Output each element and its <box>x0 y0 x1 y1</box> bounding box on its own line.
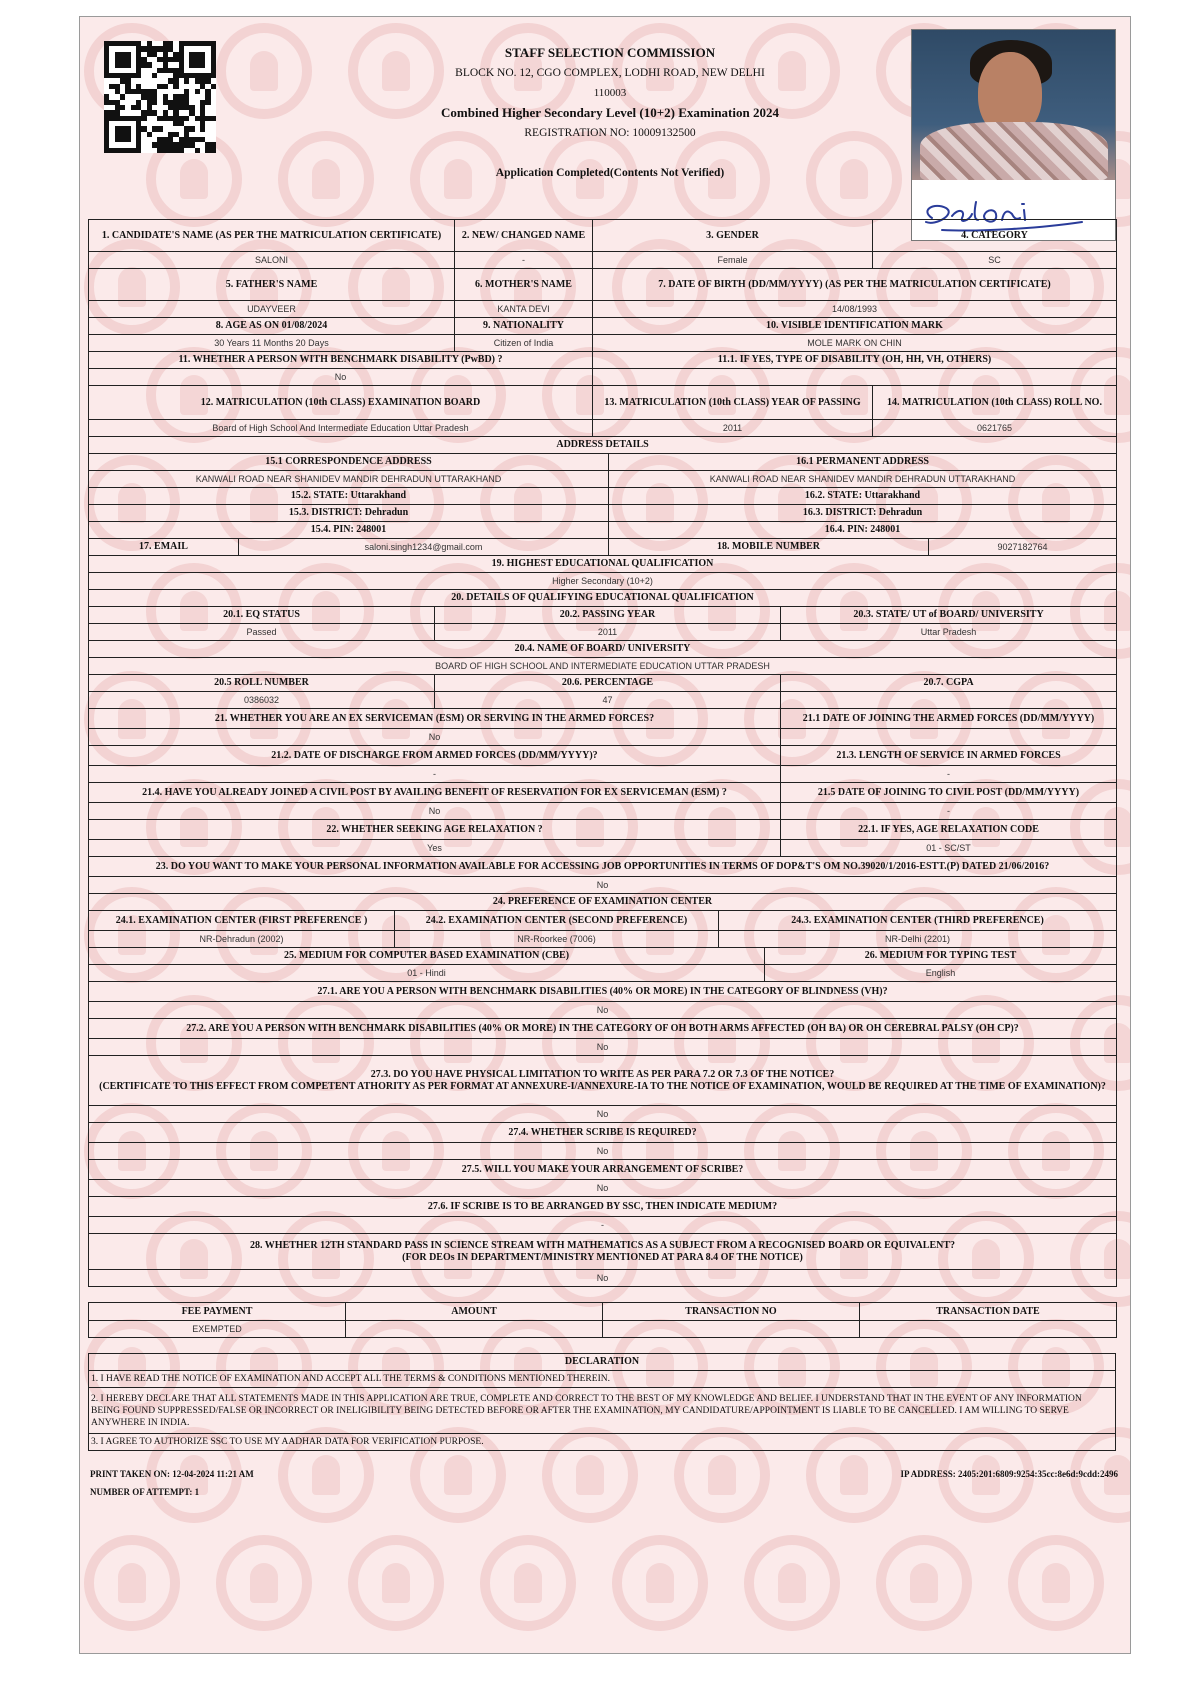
armed-joining-label: 21.1 DATE OF JOINING THE ARMED FORCES (DD/MM/YYYY) <box>781 709 1117 729</box>
dob-label: 7. DATE OF BIRTH (DD/MM/YYYY) (AS PER THE MATRICULATION CERTIFICATE) <box>593 269 1117 301</box>
address-details-title: ADDRESS DETAILS <box>89 437 1117 454</box>
category-label: 4. CATEGORY <box>873 220 1117 252</box>
second-center-label: 24.2. EXAMINATION CENTER (SECOND PREFERENCE) <box>395 911 719 931</box>
watermark-emblem <box>542 131 638 227</box>
declaration-title: DECLARATION <box>89 1354 1116 1371</box>
watermark-emblem <box>674 131 770 227</box>
first-center-value: NR-Dehradun (2002) <box>89 931 395 948</box>
armed-joining-value <box>781 729 1117 746</box>
declaration-point-3: 3. I AGREE TO AUTHORIZE SSC TO USE MY AADHAR DATA FOR VERIFICATION PURPOSE. <box>89 1434 1116 1451</box>
oh-ba-cp-label: 27.2. ARE YOU A PERSON WITH BENCHMARK DISABILITIES (40% OR MORE) IN THE CATEGORY OF OH BOTH ARMS AFFECTED (OH BA) OR OH CEREBRAL PALSY (OH CP)? <box>89 1019 1117 1039</box>
civil-post-label: 21.4. HAVE YOU ALREADY JOINED A CIVIL POST BY AVAILING BENEFIT OF RESERVATION FOR EX SERVICEMAN (ESM) ? <box>89 783 781 803</box>
personal-info-sharing-value: No <box>89 877 1117 894</box>
personal-info-sharing-label: 23. DO YOU WANT TO MAKE YOUR PERSONAL INFORMATION AVAILABLE FOR ACCESSING JOB OPPORTUNITIES IN TERMS OF DOP&T'S OM NO.39020/1/2016-ESTT.(P) DATED 21/06/2016? <box>89 857 1117 877</box>
application-details-table <box>88 219 1117 1287</box>
permanent-address-value: KANWALI ROAD NEAR SHANIDEV MANDIR DEHRADUN UTTARAKHAND <box>609 471 1117 488</box>
watermark-emblem <box>612 1535 708 1631</box>
own-scribe-value: No <box>89 1180 1117 1197</box>
father-name-label: 5. FATHER'S NAME <box>89 269 455 301</box>
discharge-date-value: - <box>89 766 781 783</box>
second-center-value: NR-Roorkee (7006) <box>395 931 719 948</box>
scribe-required-value: No <box>89 1143 1117 1160</box>
application-sheet <box>79 16 1131 1654</box>
fee-table <box>88 1302 1117 1338</box>
writing-limitation-value: No <box>89 1106 1117 1123</box>
pwbd-value: No <box>89 369 593 386</box>
photo-scarf <box>920 122 1108 182</box>
correspondence-district: 15.3. DISTRICT: Dehradun <box>89 505 609 522</box>
discharge-date-label: 21.2. DATE OF DISCHARGE FROM ARMED FORCES (DD/MM/YYYY)? <box>89 746 781 766</box>
amount-value <box>346 1321 603 1338</box>
age-relaxation-label: 22. WHETHER SEEKING AGE RELAXATION ? <box>89 820 781 840</box>
permanent-district: 16.3. DISTRICT: Dehradun <box>609 505 1117 522</box>
matric-board-value: Board of High School And Intermediate Education Uttar Pradesh <box>89 420 593 437</box>
board-state-value: Uttar Pradesh <box>781 624 1117 641</box>
highest-qualification-label: 19. HIGHEST EDUCATIONAL QUALIFICATION <box>89 556 1117 573</box>
mobile-value: 9027182764 <box>929 539 1117 556</box>
first-center-label: 24.1. EXAMINATION CENTER (FIRST PREFERENCE ) <box>89 911 395 931</box>
eq-status-label: 20.1. EQ STATUS <box>89 607 435 624</box>
science-stream-value: No <box>89 1270 1117 1287</box>
percentage-label: 20.6. PERCENTAGE <box>435 675 781 692</box>
matric-roll-label: 14. MATRICULATION (10th CLASS) ROLL NO. <box>873 386 1117 420</box>
identification-mark-label: 10. VISIBLE IDENTIFICATION MARK <box>593 318 1117 335</box>
changed-name-value: - <box>455 252 593 269</box>
ex-serviceman-label: 21. WHETHER YOU ARE AN EX SERVICEMAN (ESM) OR SERVING IN THE ARMED FORCES? <box>89 709 781 729</box>
passing-year-label: 20.2. PASSING YEAR <box>435 607 781 624</box>
candidate-name-value: SALONI <box>89 252 455 269</box>
cbe-medium-value: 01 - Hindi <box>89 965 765 982</box>
correspondence-state: 15.2. STATE: Uttarakhand <box>89 488 609 505</box>
permanent-pin: 16.4. PIN: 248001 <box>609 522 1117 539</box>
relaxation-code-label: 22.1. IF YES, AGE RELAXATION CODE <box>781 820 1117 840</box>
transaction-date-value <box>860 1321 1117 1338</box>
blindness-label: 27.1. ARE YOU A PERSON WITH BENCHMARK DISABILITIES (40% OR MORE) IN THE CATEGORY OF BLINDNESS (VH)? <box>89 982 1117 1002</box>
roll-number-label: 20.5 ROLL NUMBER <box>89 675 435 692</box>
eq-status-value: Passed <box>89 624 435 641</box>
ex-serviceman-value: No <box>89 729 781 746</box>
disability-type-label: 11.1. IF YES, TYPE OF DISABILITY (OH, HH, VH, OTHERS) <box>593 352 1117 369</box>
scribe-medium-label: 27.6. IF SCRIBE IS TO BE ARRANGED BY SSC, THEN INDICATE MEDIUM? <box>89 1197 1117 1217</box>
typing-medium-value: English <box>765 965 1117 982</box>
print-taken-on: PRINT TAKEN ON: 12-04-2024 11:21 AM <box>90 1469 254 1479</box>
own-scribe-label: 27.5. WILL YOU MAKE YOUR ARRANGEMENT OF SCRIBE? <box>89 1160 1117 1180</box>
application-status: Application Completed(Contents Not Verified) <box>495 167 725 179</box>
number-of-attempt: NUMBER OF ATTEMPT: 1 <box>90 1487 200 1497</box>
matric-board-label: 12. MATRICULATION (10th CLASS) EXAMINATION BOARD <box>89 386 593 420</box>
exam-title: Combined Higher Secondary Level (10+2) Examination 2024 <box>441 105 779 120</box>
email-value: saloni.singh1234@gmail.com <box>239 539 609 556</box>
board-name-label: 20.4. NAME OF BOARD/ UNIVERSITY <box>89 641 1117 658</box>
third-center-label: 24.3. EXAMINATION CENTER (THIRD PREFERENCE) <box>719 911 1117 931</box>
nationality-value: Citizen of India <box>455 335 593 352</box>
transaction-no-value <box>603 1321 860 1338</box>
passing-year-value: 2011 <box>435 624 781 641</box>
transaction-date-header: TRANSACTION DATE <box>860 1303 1117 1321</box>
pwbd-label: 11. WHETHER A PERSON WITH BENCHMARK DISABILITY (PwBD) ? <box>89 352 593 369</box>
permanent-state: 16.2. STATE: Uttarakhand <box>609 488 1117 505</box>
commission-name: STAFF SELECTION COMMISSION <box>504 45 716 60</box>
watermark-emblem <box>348 1535 444 1631</box>
amount-header: AMOUNT <box>346 1303 603 1321</box>
writing-limitation-question: 27.3. DO YOU HAVE PHYSICAL LIMITATION TO WRITE AS PER PARA 7.2 OR 7.3 OF THE NOTICE? <box>370 1068 835 1080</box>
age-label: 8. AGE AS ON 01/08/2024 <box>89 318 455 335</box>
watermark-emblem <box>84 1535 180 1631</box>
category-value: SC <box>873 252 1117 269</box>
matric-year-label: 13. MATRICULATION (10th CLASS) YEAR OF PASSING <box>593 386 873 420</box>
transaction-no-header: TRANSACTION NO <box>603 1303 860 1321</box>
nationality-label: 9. NATIONALITY <box>455 318 593 335</box>
roll-number-value: 0386032 <box>89 692 435 709</box>
identification-mark-value: MOLE MARK ON CHIN <box>593 335 1117 352</box>
board-state-label: 20.3. STATE/ UT of BOARD/ UNIVERSITY <box>781 607 1117 624</box>
age-value: 30 Years 11 Months 20 Days <box>89 335 455 352</box>
scribe-required-label: 27.4. WHETHER SCRIBE IS REQUIRED? <box>89 1123 1117 1143</box>
registration-number: REGISTRATION NO: 10009132500 <box>524 127 696 139</box>
correspondence-pin: 15.4. PIN: 248001 <box>89 522 609 539</box>
correspondence-address-label: 15.1 CORRESPONDENCE ADDRESS <box>89 454 609 471</box>
civil-joining-label: 21.5 DATE OF JOINING TO CIVIL POST (DD/MM/YYYY) <box>781 783 1117 803</box>
relaxation-code-value: 01 - SC/ST <box>781 840 1117 857</box>
email-label: 17. EMAIL <box>89 539 239 556</box>
watermark-emblem <box>216 23 312 119</box>
watermark-emblem <box>744 1535 840 1631</box>
watermark-emblem <box>410 131 506 227</box>
dob-value: 14/08/1993 <box>593 301 1117 318</box>
watermark-emblem <box>278 131 374 227</box>
scribe-medium-value: - <box>89 1217 1117 1234</box>
commission-pincode: 110003 <box>593 87 627 99</box>
permanent-address-label: 16.1 PERMANENT ADDRESS <box>609 454 1117 471</box>
ip-address: IP ADDRESS: 2405:201:6809:9254:35cc:8e6d:9cdd:2496 <box>900 1469 1118 1479</box>
disability-type-value <box>593 369 1117 386</box>
declaration-table <box>88 1353 1116 1451</box>
science-stream-question: 28. WHETHER 12TH STANDARD PASS IN SCIENCE STREAM WITH MATHEMATICS AS A SUBJECT FROM A RECOGNISED BOARD OR EQUIVALENT? <box>249 1239 956 1251</box>
writing-limitation-label <box>89 1056 1117 1106</box>
writing-limitation-note: (CERTIFICATE TO THIS EFFECT FROM COMPETENT ATHORITY AS PER FORMAT AT ANNEXURE-I/ANNEXURE-IA TO THE NOTICE OF EXAMINATION, WOULD BE REQUIRED AT THE TIME OF EXAMINATION)? <box>99 1080 1106 1092</box>
cgpa-value <box>781 692 1117 709</box>
declaration-point-1: 1. I HAVE READ THE NOTICE OF EXAMINATION AND ACCEPT ALL THE TERMS & CONDITIONS MENTIONED THEREIN. <box>89 1371 1116 1388</box>
candidate-name-label: 1. CANDIDATE'S NAME (AS PER THE MATRICULATION CERTIFICATE) <box>89 220 455 252</box>
declaration-point-2: 2. I HEREBY DECLARE THAT ALL STATEMENTS MADE IN THIS APPLICATION ARE TRUE, COMPLETE AND CORRECT TO THE BEST OF MY KNOWLEDGE AND BELIEF. I UNDERSTAND THAT IN THE EVENT OF ANY INFORMATION BEING FOUND SUPPRESSED/FALSE OR INCORRECT OR INELIGIBILITY BEING DETECTED BEFORE OR AFTER THE EXAMINATION, MY CANDIDATURE/APPOINTMENT IS LIABLE TO BE CANCELLED. I AM WILLING TO SERVE ANYWHERE IN INDIA. <box>89 1388 1116 1434</box>
commission-address: BLOCK NO. 12, CGO COMPLEX, LODHI ROAD, NEW DELHI <box>455 67 765 79</box>
cgpa-label: 20.7. CGPA <box>781 675 1117 692</box>
changed-name-label: 2. NEW/ CHANGED NAME <box>455 220 593 252</box>
mother-name-value: KANTA DEVI <box>455 301 593 318</box>
father-name-value: UDAYVEER <box>89 301 455 318</box>
matric-year-value: 2011 <box>593 420 873 437</box>
watermark-emblem <box>480 1535 576 1631</box>
civil-joining-value: - <box>781 803 1117 820</box>
correspondence-address-value: KANWALI ROAD NEAR SHANIDEV MANDIR DEHRADUN UTTARAKHAND <box>89 471 609 488</box>
watermark-emblem <box>216 1535 312 1631</box>
gender-value: Female <box>593 252 873 269</box>
matric-roll-value: 0621765 <box>873 420 1117 437</box>
qr-code <box>104 41 216 153</box>
oh-ba-cp-value: No <box>89 1039 1117 1056</box>
fee-payment-header: FEE PAYMENT <box>89 1303 346 1321</box>
cbe-medium-label: 25. MEDIUM FOR COMPUTER BASED EXAMINATION (CBE) <box>89 948 765 965</box>
third-center-value: NR-Delhi (2201) <box>719 931 1117 948</box>
exam-center-preference-label: 24. PREFERENCE OF EXAMINATION CENTER <box>89 894 1117 911</box>
service-length-label: 21.3. LENGTH OF SERVICE IN ARMED FORCES <box>781 746 1117 766</box>
watermark-emblem <box>876 1535 972 1631</box>
highest-qualification-value: Higher Secondary (10+2) <box>89 573 1117 590</box>
science-stream-note: (FOR DEOs IN DEPARTMENT/MINISTRY MENTIONED AT PARA 8.4 OF THE NOTICE) <box>402 1251 803 1263</box>
civil-post-value: No <box>89 803 781 820</box>
age-relaxation-value: Yes <box>89 840 781 857</box>
watermark-emblem <box>1008 1535 1104 1631</box>
percentage-value: 47 <box>435 692 781 709</box>
watermark-emblem <box>806 131 902 227</box>
science-stream-label <box>89 1234 1117 1270</box>
gender-label: 3. GENDER <box>593 220 873 252</box>
typing-medium-label: 26. MEDIUM FOR TYPING TEST <box>765 948 1117 965</box>
board-name-value: BOARD OF HIGH SCHOOL AND INTERMEDIATE EDUCATION UTTAR PRADESH <box>89 658 1117 675</box>
fee-payment-value: EXEMPTED <box>89 1321 346 1338</box>
mobile-label: 18. MOBILE NUMBER <box>609 539 929 556</box>
mother-name-label: 6. MOTHER'S NAME <box>455 269 593 301</box>
blindness-value: No <box>89 1002 1117 1019</box>
service-length-value: - <box>781 766 1117 783</box>
candidate-photo <box>911 29 1116 241</box>
qualifying-details-label: 20. DETAILS OF QUALIFYING EDUCATIONAL QUALIFICATION <box>89 590 1117 607</box>
